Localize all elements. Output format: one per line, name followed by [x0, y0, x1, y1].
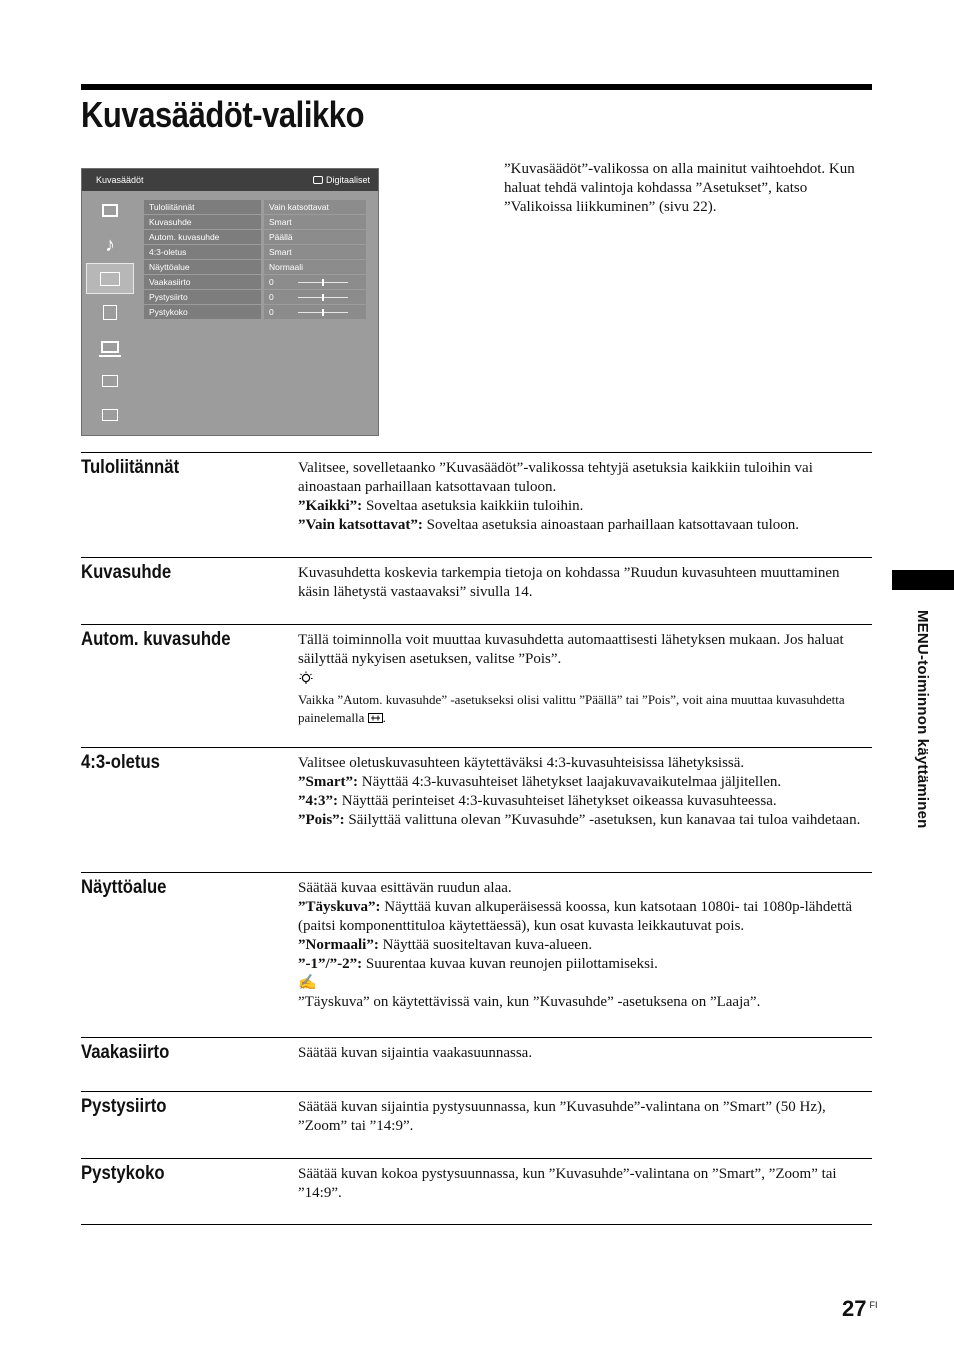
chapter-tab	[892, 570, 954, 590]
section-tuloliitannat	[81, 452, 872, 557]
tv-row-key: Näyttöalue	[144, 260, 261, 274]
section-description	[298, 1098, 874, 1136]
description-text: Valitsee, sovelletaanko ”Kuvasäädöt”-valikossa tehtyjä asetuksia kaikkiin tuloihin vai ainoastaan parhaillaan katsottavaan tuloon.	[298, 460, 813, 495]
section-pystykoko	[81, 1158, 872, 1225]
tv-row-value: Normaali	[264, 260, 366, 274]
tv-row-value: Smart	[264, 245, 366, 259]
description-text: Tällä toiminnolla voit muuttaa kuvasuhdetta automaattisesti lähetyksen mukaan. Jos haluat säilyttää nykyisen asetuksen, valitse ”Pois”.	[298, 632, 844, 667]
tv-row-value: 0	[264, 305, 366, 319]
monitor-icon	[86, 331, 134, 362]
section-description	[298, 1165, 874, 1203]
option-line: ”Smart”: Näyttää 4:3-kuvasuhteiset lähetykset laajakuvavaikutelmaa jäljitellen.	[298, 774, 782, 790]
description-text: Valitsee oletuskuvasuhteen käytettäväksi 4:3-kuvasuhteisissa lähetyksissä.	[298, 755, 745, 771]
section-label: Tuloliitännät	[81, 457, 180, 478]
description-text: Säätää kuvan kokoa pystysuunnassa, kun ”Kuvasuhde”-valintana on ”Smart”, ”Zoom” tai ”14:9”.	[298, 1166, 837, 1201]
section-description	[298, 564, 874, 602]
tv-source-label: Digitaaliset	[325, 175, 370, 185]
section-label: Näyttöalue	[81, 877, 167, 898]
description-text: Säätää kuvan sijaintia pystysuunnassa, kun ”Kuvasuhde”-valintana on ”Smart” (50 Hz), ”Zoom” tai ”14:9”.	[298, 1099, 826, 1134]
tv-row-value: Päällä	[264, 230, 366, 244]
section-description	[298, 754, 874, 830]
tv-row	[144, 245, 366, 260]
settings-list-icon	[86, 297, 134, 328]
digital-setup-icon	[86, 399, 134, 430]
tv-row-value: Vain katsottavat	[264, 200, 366, 214]
tv-row	[144, 260, 366, 275]
tv-menu-screenshot	[81, 168, 379, 436]
tv-row	[144, 200, 366, 215]
tv-row-value: 0	[264, 290, 366, 304]
description-text: Säätää kuvan sijaintia vaakasuunnassa.	[298, 1045, 533, 1061]
section-description	[298, 879, 874, 1012]
tv-menu-rows	[144, 200, 366, 320]
section-vaakasiirto	[81, 1037, 872, 1091]
tv-menu-title: Kuvasäädöt	[96, 175, 144, 185]
section-43-oletus	[81, 747, 872, 872]
section-label: 4:3-oletus	[81, 752, 160, 773]
section-label: Vaakasiirto	[81, 1042, 170, 1063]
description-text: Säätää kuvaa esittävän ruudun alaa.	[298, 880, 512, 896]
section-nayttoalue	[81, 872, 872, 1037]
tv-row-key: Autom. kuvasuhde	[144, 230, 261, 244]
section-label: Pystysiirto	[81, 1096, 167, 1117]
tv-menu-sidebar	[86, 195, 138, 433]
chapter-label: MENU-toiminnon käyttäminen	[914, 610, 931, 829]
option-line: ”Täyskuva”: Näyttää kuvan alkuperäisessä koossa, kun katsotaan 1080i- tai 1080p-lähdettä (paitsi komponenttituloa käytettäessä), kun osat kuvasta leikkautuvat pois.	[298, 899, 853, 934]
slider-bar	[298, 282, 348, 283]
option-line: ”4:3”: Näyttää perinteiset 4:3-kuvasuhteiset lähetykset oikeassa kuvasuhteessa.	[298, 793, 777, 809]
section-description	[298, 459, 874, 535]
tv-row-value: Smart	[264, 215, 366, 229]
tv-row-key: 4:3-oletus	[144, 245, 261, 259]
tv-row-key: Tuloliitännät	[144, 200, 261, 214]
slider-bar	[298, 297, 348, 298]
tip-icon	[298, 669, 874, 691]
intro-text: ”Kuvasäädöt”-valikossa on alla mainitut vaihtoehdot. Kun haluat tehdä valintoja kohdassa ”Asetukset”, katso ”Valikoissa liikkuminen” (sivu 22).	[504, 161, 855, 215]
note-icon: ✍	[298, 975, 317, 991]
option-line: ”Vain katsottavat”: Soveltaa asetuksia ainoastaan parhaillaan katsottavaan tuloon.	[298, 517, 799, 533]
section-label: Autom. kuvasuhde	[81, 629, 231, 650]
tv-row-value: 0	[264, 275, 366, 289]
title-rule	[81, 84, 872, 90]
page-title: Kuvasäädöt-valikko	[81, 94, 365, 135]
source-icon	[313, 176, 323, 184]
section-label: Pystykoko	[81, 1163, 165, 1184]
option-line: ”Pois”: Säilyttää valittuna olevan ”Kuvasuhde” -asetuksen, kun kanavaa tai tuloa vaihdetaan.	[298, 812, 861, 828]
page-number: 27 $^{FI}$	[842, 1296, 878, 1321]
section-autom-kuvasuhde	[81, 624, 872, 747]
slider-bar	[298, 312, 348, 313]
option-line: ”Normaali”: Näyttää suositeltavan kuva-alueen.	[298, 937, 593, 953]
bottom-rule	[81, 1224, 872, 1225]
tv-menu-header	[82, 169, 378, 191]
section-description	[298, 1044, 874, 1063]
picture-icon	[86, 195, 134, 226]
tv-row-key: Pystysiirto	[144, 290, 261, 304]
section-description	[298, 631, 874, 727]
option-line: ”Kaikki”: Soveltaa asetuksia kaikkiin tuloihin.	[298, 498, 584, 514]
screen-adjust-icon	[86, 263, 134, 294]
note-text: ”Täyskuva” on käytettävissä vain, kun ”Kuvasuhde” -asetuksena on ”Laaja”.	[298, 994, 761, 1010]
tip-text: Vaikka ”Autom. kuvasuhde” -asetukseksi olisi valittu ”Päällä” tai ”Pois”, voit aina muuttaa kuvasuhdetta painelemalla .	[298, 692, 845, 725]
wide-mode-button-icon	[368, 710, 383, 720]
section-kuvasuhde	[81, 557, 872, 624]
tv-row-key: Kuvasuhde	[144, 215, 261, 229]
tv-row-key: Pystykoko	[144, 305, 261, 319]
section-pystysiirto	[81, 1091, 872, 1158]
tv-row	[144, 275, 366, 290]
tv-row	[144, 305, 366, 320]
music-note-icon: ♪	[105, 233, 115, 256]
description-text: Kuvasuhdetta koskevia tarkempia tietoja on kohdassa ”Ruudun kuvasuhteen muuttaminen käsin lähetystä vastaavaksi” sivulla 14.	[298, 565, 840, 600]
analog-setup-icon	[86, 365, 134, 396]
section-label: Kuvasuhde	[81, 562, 172, 583]
tv-row-key: Vaakasiirto	[144, 275, 261, 289]
option-line: ”-1”/”-2”: Suurentaa kuvaa kuvan reunojen piilottamiseksi.	[298, 956, 658, 972]
tv-row	[144, 215, 366, 230]
tv-row	[144, 230, 366, 245]
tv-source-indicator	[313, 169, 370, 191]
tv-row	[144, 290, 366, 305]
